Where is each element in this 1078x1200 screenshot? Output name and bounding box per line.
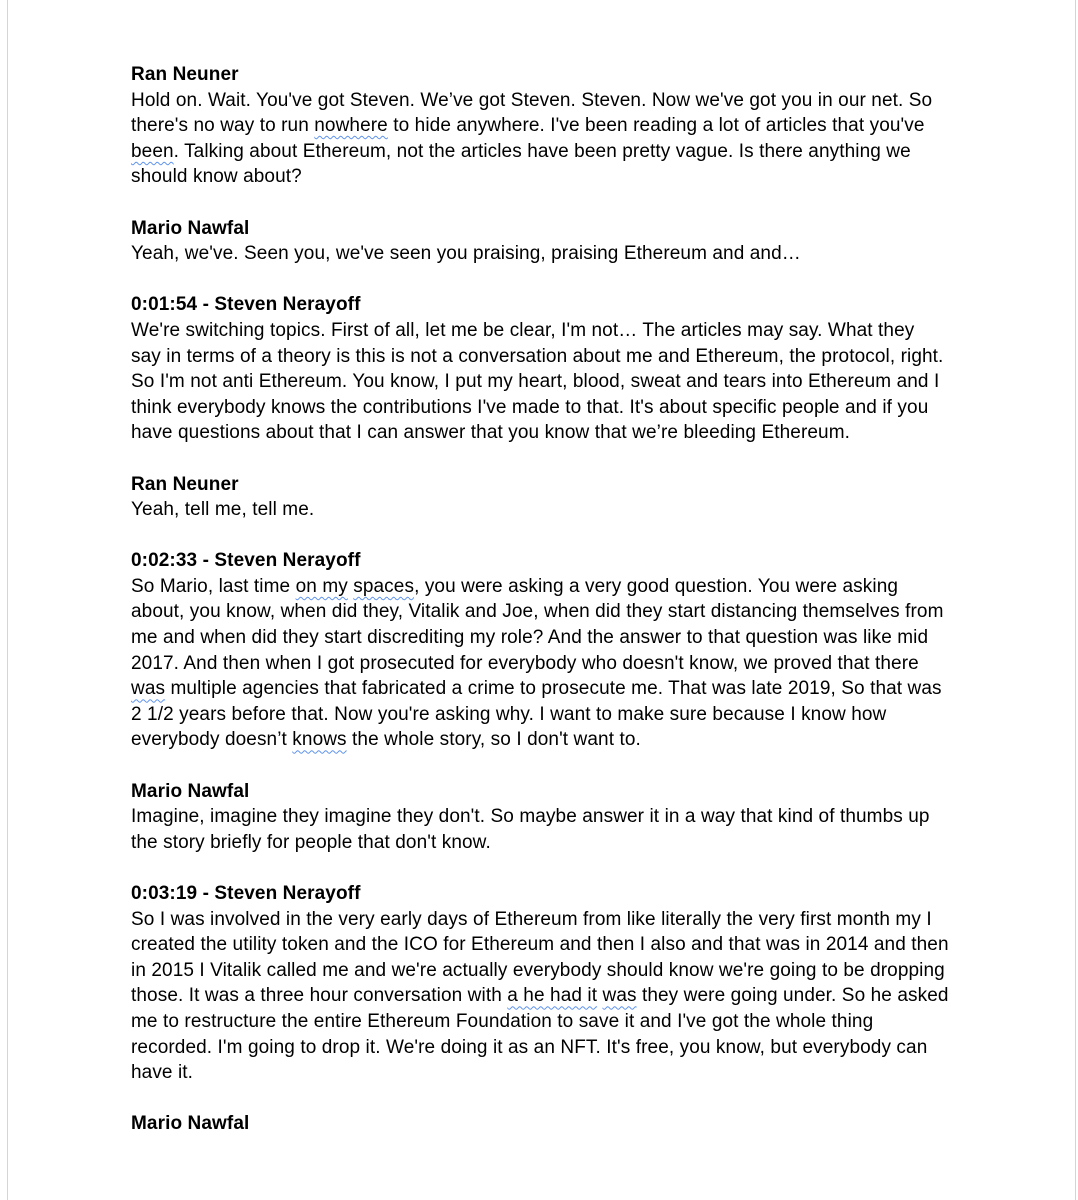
speech-paragraph [131,574,949,753]
speech-text: , you were asking a very good question. You were asking about, you know, when did they, Vitalik and Joe, when did they start distancing themselves from me and when did they start discrediting my role? And the answer to that question was like mid 2017. And then when I got prosecuted for everybody who doesn't know, we proved that there [131,575,944,674]
page-edge-left [7,0,8,1200]
transcript-entry [131,779,949,856]
speech-text: We're switching topics. First of all, let me be clear, I'm not… The articles may say. What they say in terms of a theory is this is not a conversation about me and Ethereum, the protocol, right. So I'm not anti Ethereum. You know, I put my heart, blood, sweat and tears into Ethereum and I think everybody knows the contributions I've made to that. It's about specific people and if you have questions about that I can answer that you know that we’re bleeding Ethereum. [131,319,944,444]
transcript-entry [131,472,949,523]
speaker-heading: Mario Nawfal [131,1113,250,1135]
speaker-heading-with-timestamp: 0:02:33 - Steven Nerayoff [131,550,361,572]
transcript-document [131,62,949,1137]
transcript-entry [131,216,949,267]
speech-paragraph [131,497,949,523]
speech-text: So Mario, last time [131,575,296,597]
speech-text: to hide anywhere. I've been reading a lot of articles that you've [387,115,925,137]
transcript-entry [131,881,949,1086]
speech-paragraph [131,88,949,190]
spellcheck-flagged-word: been [131,140,174,162]
speech-text: the whole story, so I don't want to. [346,729,641,751]
speech-text: Yeah, tell me, tell me. [131,499,315,521]
speech-paragraph [131,907,949,1086]
page-edge-right [1075,0,1076,1200]
spellcheck-flagged-word: was [131,678,166,700]
speech-text: Yeah, we've. Seen you, we've seen you praising, praising Ethereum and and… [131,243,801,265]
speech-text: So I was involved in the very early days of Ethereum from like literally the very first month my I created the utility token and the ICO for Ethereum and then I also and that was in 2014 and then in 2015 I Vitalik called me and we're actually everybody should know we're going to be dropping those. It was a three hour conversation with [131,908,949,1007]
speech-text: multiple agencies that fabricated a crime to prosecute me. That was late 2019, So that was 2 1/2 years before that. Now you're asking why. I want to make sure because I know how everybody doesn’t [131,678,942,751]
spellcheck-flagged-word: on my [295,575,348,597]
speech-text: Imagine, imagine they imagine they don't. So maybe answer it in a way that kind of thumbs up the story briefly for people that don't know. [131,806,930,853]
speech-paragraph [131,241,949,267]
transcript-entry [131,1111,949,1137]
speaker-heading: Ran Neuner [131,64,239,85]
spellcheck-flagged-word: a he had it [507,985,598,1007]
speech-paragraph [131,318,949,446]
speaker-heading: Ran Neuner [131,473,239,495]
spellcheck-flagged-word: knows [292,729,347,751]
speaker-heading-with-timestamp: 0:01:54 - Steven Nerayoff [131,294,361,316]
speech-text: . Talking about Ethereum, not the articles have been pretty vague. Is there anything we should know about? [131,140,911,188]
speech-paragraph [131,804,949,855]
spellcheck-flagged-word: nowhere [314,115,388,137]
speaker-heading: Mario Nawfal [131,780,250,802]
spellcheck-flagged-word: was [602,985,637,1007]
transcript-entry [131,548,949,753]
speech-text: Hold on. Wait. You've got Steven. We’ve got Steven. Steven. Now we've got you in our net. So there's no way to run [131,89,933,137]
transcript-entry [131,62,949,190]
speech-text: they were going under. So he asked me to restructure the entire Ethereum Foundation to save it and I've got the whole thing recorded. I'm going to drop it. We're doing it as an NFT. It's free, you know, but everybody can have it. [131,985,949,1084]
speaker-heading: Mario Nawfal [131,217,250,239]
speaker-heading-with-timestamp: 0:03:19 - Steven Nerayoff [131,883,361,904]
transcript-entry [131,292,949,446]
spellcheck-flagged-word: spaces [353,575,415,597]
